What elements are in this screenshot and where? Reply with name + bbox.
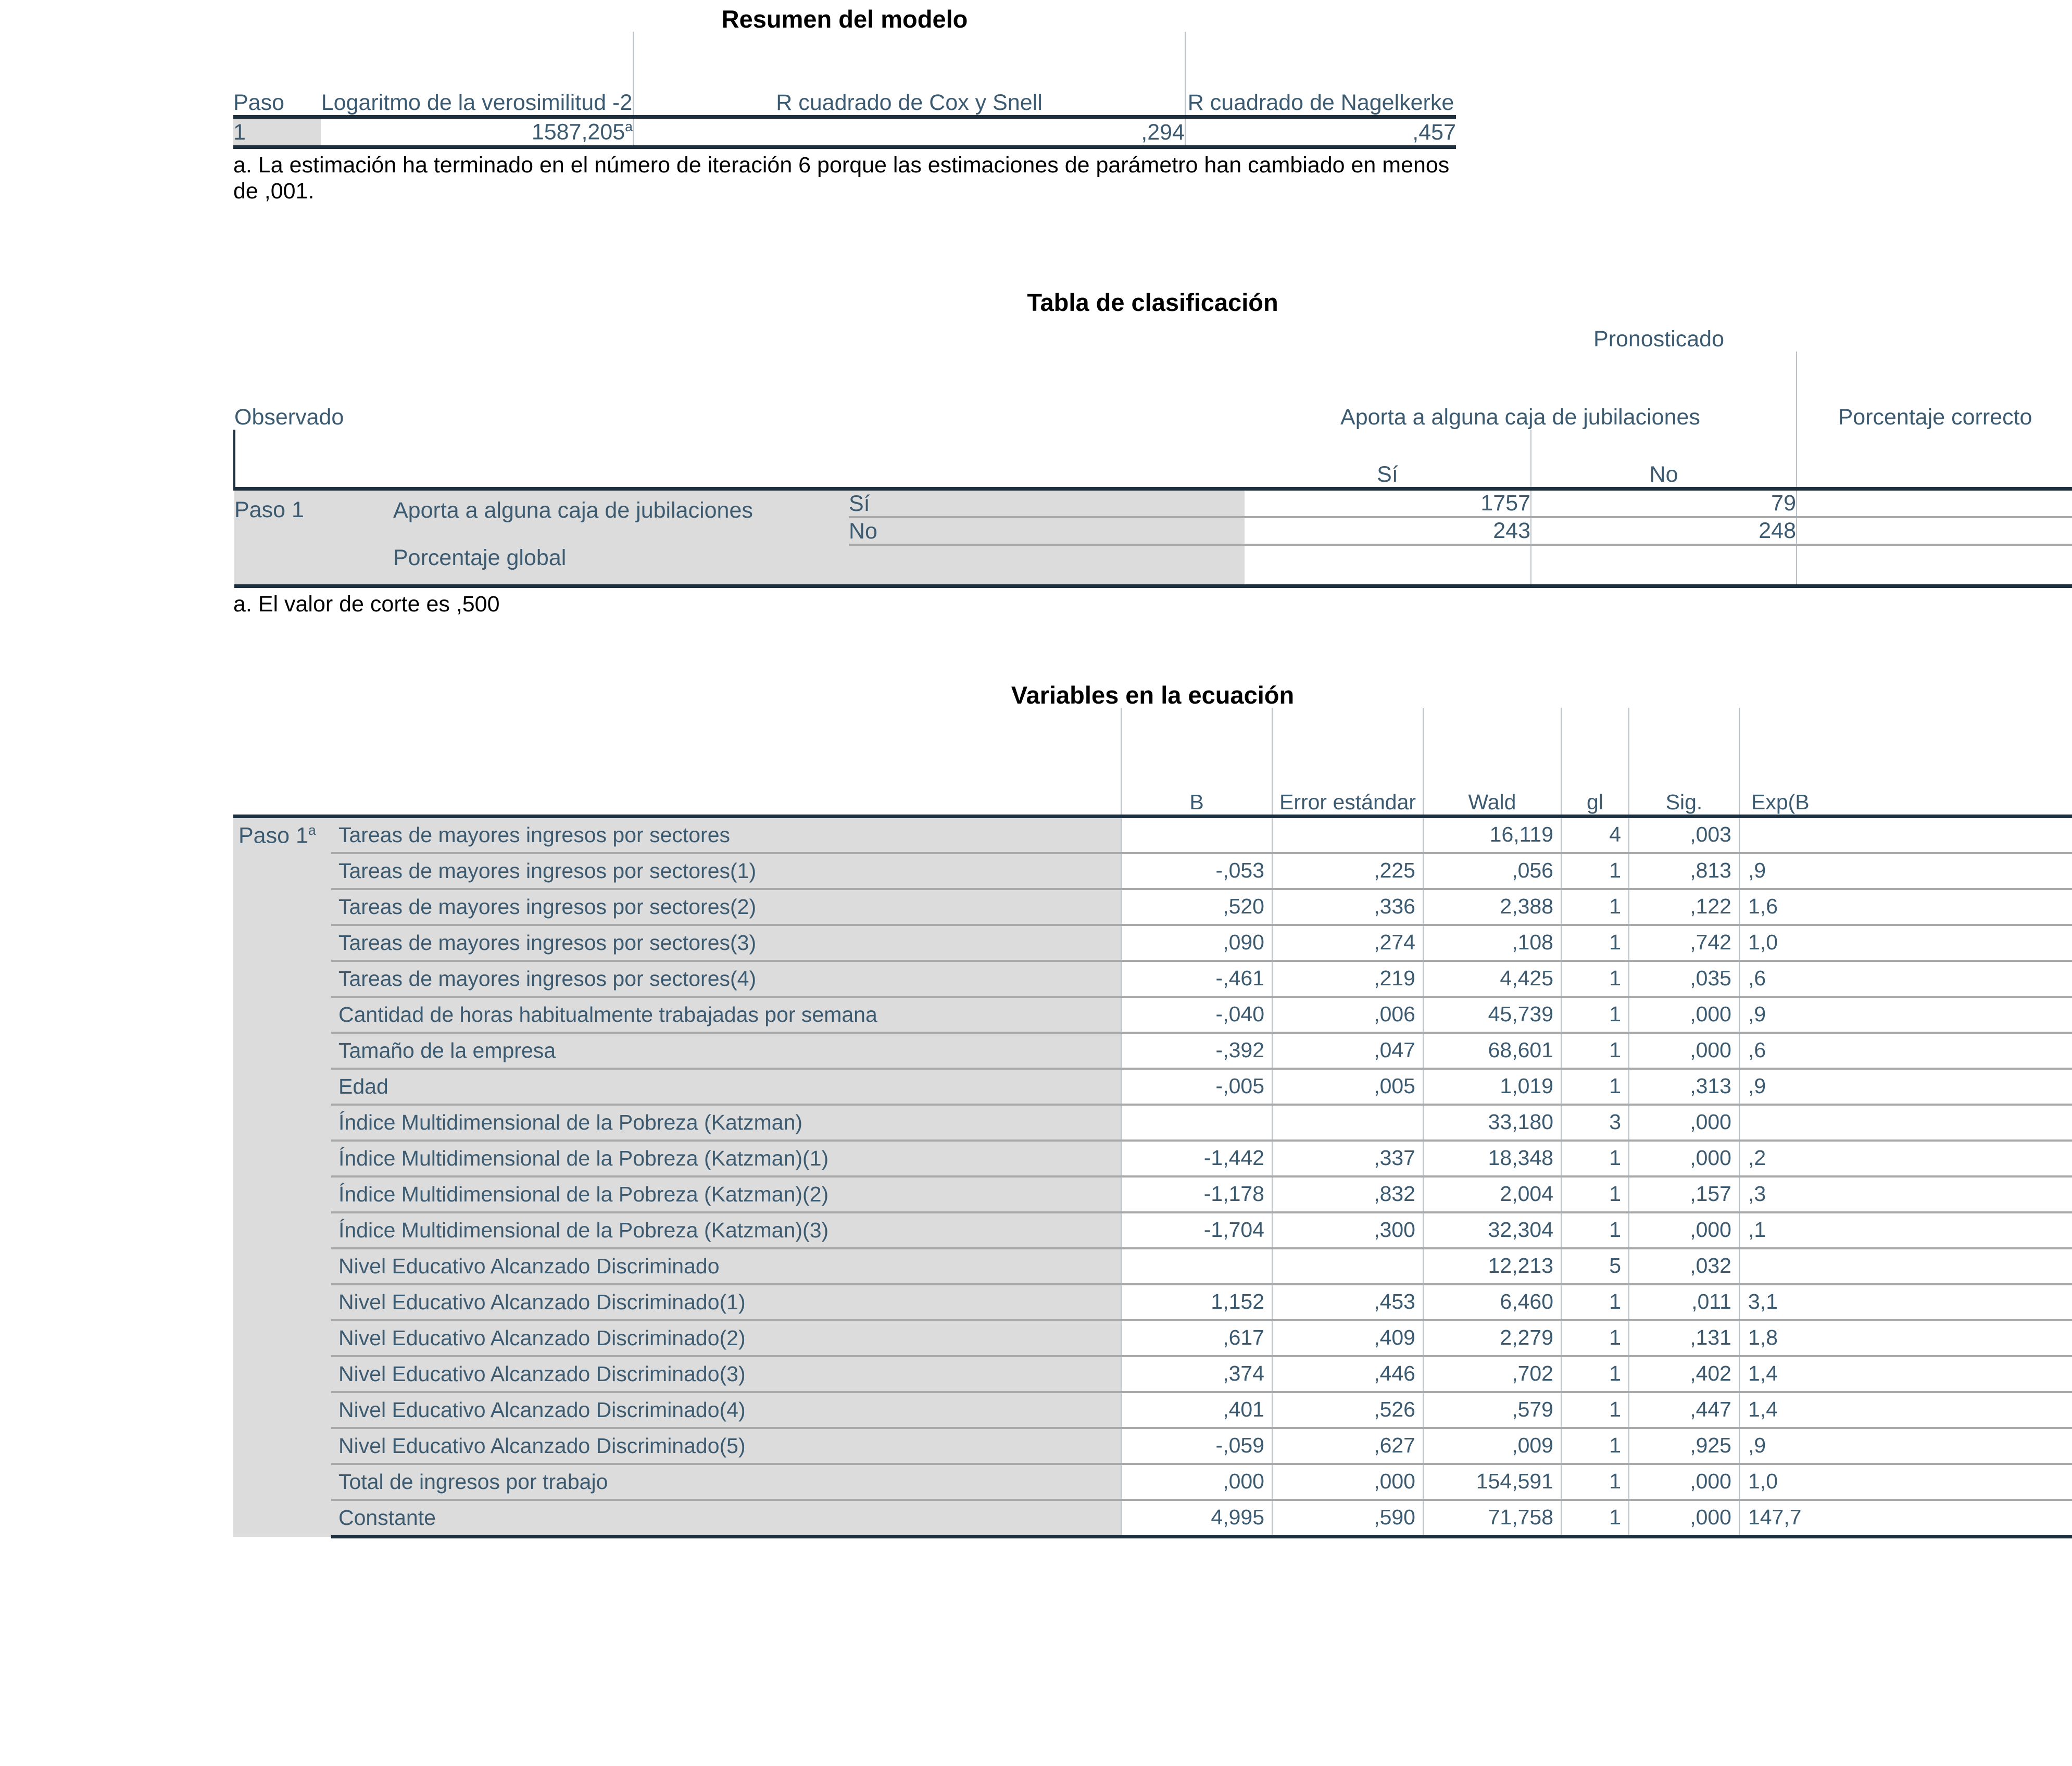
col-header-blank-variable bbox=[331, 708, 1121, 817]
cell-wald: ,009 bbox=[1423, 1428, 1561, 1464]
cell-wald: ,579 bbox=[1423, 1392, 1561, 1428]
table-row bbox=[233, 925, 2072, 961]
cell-se bbox=[1272, 1105, 1423, 1141]
cell-se: ,627 bbox=[1272, 1428, 1423, 1464]
cell-b: 4,995 bbox=[1121, 1500, 1272, 1537]
footnote-marker-a: a bbox=[625, 119, 633, 135]
cell-gl: 1 bbox=[1561, 1392, 1629, 1428]
row-label-variable: Tamaño de la empresa bbox=[331, 1033, 1121, 1069]
cell-sig: ,000 bbox=[1629, 1212, 1739, 1248]
variables-in-equation-block bbox=[233, 682, 2072, 1538]
cell-gl: 1 bbox=[1561, 1284, 1629, 1320]
cell-gl: 1 bbox=[1561, 1212, 1629, 1248]
row-label-category-si: Sí bbox=[849, 489, 1245, 518]
cell-sig: ,000 bbox=[1629, 1105, 1739, 1141]
cell-cox-snell: ,294 bbox=[633, 117, 1185, 147]
cell-sig: ,035 bbox=[1629, 961, 1739, 997]
cell-wald: 33,180 bbox=[1423, 1105, 1561, 1141]
row-label-variable: Tareas de mayores ingresos por sectores bbox=[331, 817, 1121, 854]
cell-exp-b: ,9 bbox=[1739, 853, 2072, 889]
cell-se: ,005 bbox=[1272, 1069, 1423, 1105]
col-header-loglikelihood: Logaritmo de la verosimilitud -2 bbox=[321, 32, 633, 117]
cell-exp-b: ,2 bbox=[1739, 1141, 2072, 1176]
table-row bbox=[233, 961, 2072, 997]
cell-se: ,590 bbox=[1272, 1500, 1423, 1537]
cell-wald: 154,591 bbox=[1423, 1464, 1561, 1500]
cell-exp-b: ,1 bbox=[1739, 1212, 2072, 1248]
cell-se: ,047 bbox=[1272, 1033, 1423, 1069]
cell-si-pct bbox=[1797, 489, 2072, 518]
cell-gl: 1 bbox=[1561, 925, 1629, 961]
cell-gl: 1 bbox=[1561, 1069, 1629, 1105]
col-header-error-estandar: Error estándar bbox=[1272, 708, 1423, 817]
table-row bbox=[233, 853, 2072, 889]
cell-b: -,392 bbox=[1121, 1033, 1272, 1069]
cell-se: ,225 bbox=[1272, 853, 1423, 889]
cell-sig: ,813 bbox=[1629, 853, 1739, 889]
cell-global-si bbox=[1245, 545, 1531, 586]
cell-se: ,300 bbox=[1272, 1212, 1423, 1248]
cell-exp-b: 1,0 bbox=[1739, 925, 2072, 961]
cell-nagelkerke: ,457 bbox=[1185, 117, 1456, 147]
row-label-variable: Total de ingresos por trabajo bbox=[331, 1464, 1121, 1500]
classification-table-block bbox=[233, 290, 2072, 617]
table-row bbox=[233, 1033, 2072, 1069]
row-label-variable: Índice Multidimensional de la Pobreza (Katzman)(1) bbox=[331, 1141, 1121, 1176]
cell-gl: 1 bbox=[1561, 997, 1629, 1033]
cell-wald: 2,279 bbox=[1423, 1320, 1561, 1356]
col-header-exp-b: Exp(B bbox=[1739, 708, 2072, 817]
cell-global-pct bbox=[1797, 545, 2072, 586]
cell-exp-b: 1,0 bbox=[1739, 1464, 2072, 1500]
table-row bbox=[233, 1392, 2072, 1428]
spacer-cell bbox=[849, 430, 1245, 489]
cell-sig: ,011 bbox=[1629, 1284, 1739, 1320]
table-row bbox=[233, 1464, 2072, 1500]
col-header-b: B bbox=[1121, 708, 1272, 817]
cell-b: ,000 bbox=[1121, 1464, 1272, 1500]
cell-gl: 1 bbox=[1561, 853, 1629, 889]
row-label-porcentaje-global: Porcentaje global bbox=[393, 545, 1245, 586]
cell-se: ,337 bbox=[1272, 1141, 1423, 1176]
row-label-variable: Nivel Educativo Alcanzado Discriminado bbox=[331, 1248, 1121, 1284]
col-header-no: No bbox=[1531, 430, 1797, 489]
variables-rows-body bbox=[233, 817, 2072, 1537]
classification-table-title: Tabla de clasificación bbox=[1027, 289, 1278, 316]
row-label-variable: Tareas de mayores ingresos por sectores(1) bbox=[331, 853, 1121, 889]
row-label-variable: Nivel Educativo Alcanzado Discriminado(4) bbox=[331, 1392, 1121, 1428]
cell-exp-b: 3,1 bbox=[1739, 1284, 2072, 1320]
cell-b: ,090 bbox=[1121, 925, 1272, 961]
cell-sig: ,032 bbox=[1629, 1248, 1739, 1284]
cell-b: ,520 bbox=[1121, 889, 1272, 925]
table-row bbox=[233, 1500, 2072, 1537]
model-summary-block bbox=[233, 6, 1456, 205]
table-row bbox=[233, 1105, 2072, 1141]
cell-b bbox=[1121, 1248, 1272, 1284]
cell-se: ,409 bbox=[1272, 1320, 1423, 1356]
cell-se: ,006 bbox=[1272, 997, 1423, 1033]
cell-sig: ,000 bbox=[1629, 1033, 1739, 1069]
row-label-variable: Constante bbox=[331, 1500, 1121, 1537]
cell-gl: 1 bbox=[1561, 1464, 1629, 1500]
spacer-cell bbox=[234, 315, 393, 352]
cell-b: -1,178 bbox=[1121, 1176, 1272, 1212]
cell-gl: 1 bbox=[1561, 1428, 1629, 1464]
cell-sig: ,313 bbox=[1629, 1069, 1739, 1105]
cell-wald: 2,388 bbox=[1423, 889, 1561, 925]
cell-gl: 1 bbox=[1561, 889, 1629, 925]
cell-wald: 2,004 bbox=[1423, 1176, 1561, 1212]
cell-exp-b: ,9 bbox=[1739, 1428, 2072, 1464]
cell-gl: 1 bbox=[1561, 1356, 1629, 1392]
cell-sig: ,000 bbox=[1629, 1500, 1739, 1537]
cell-sig: ,000 bbox=[1629, 1141, 1739, 1176]
col-header-wald: Wald bbox=[1423, 708, 1561, 817]
col-header-nagelkerke: R cuadrado de Nagelkerke bbox=[1187, 90, 1454, 116]
cell-exp-b: ,6 bbox=[1739, 1033, 2072, 1069]
cell-sig: ,157 bbox=[1629, 1176, 1739, 1212]
cell-se: ,526 bbox=[1272, 1392, 1423, 1428]
row-label-paso1: Paso 1 bbox=[234, 489, 393, 545]
col-header-sig: Sig. bbox=[1629, 708, 1739, 817]
cell-b: -,005 bbox=[1121, 1069, 1272, 1105]
cell-sig: ,000 bbox=[1629, 1464, 1739, 1500]
cell-exp-b bbox=[1739, 817, 2072, 854]
spacer-cell bbox=[393, 430, 849, 489]
cell-sig: ,122 bbox=[1629, 889, 1739, 925]
table-row bbox=[233, 117, 1456, 147]
cell-b: -1,704 bbox=[1121, 1212, 1272, 1248]
spacer-cell bbox=[849, 315, 1245, 352]
classification-table bbox=[233, 315, 2072, 587]
table-row bbox=[233, 1069, 2072, 1105]
cell-wald: 71,758 bbox=[1423, 1500, 1561, 1537]
row-label-variable: Índice Multidimensional de la Pobreza (Katzman)(3) bbox=[331, 1212, 1121, 1248]
cell-sig: ,447 bbox=[1629, 1392, 1739, 1428]
table-row bbox=[233, 1320, 2072, 1356]
row-label-global-spacer bbox=[234, 545, 393, 586]
table-header-row bbox=[234, 352, 2072, 430]
cell-exp-b: 1,8 bbox=[1739, 1320, 2072, 1356]
table-row bbox=[233, 889, 2072, 925]
cell-wald: 45,739 bbox=[1423, 997, 1561, 1033]
cell-si-si: 1757 bbox=[1245, 489, 1531, 518]
col-header-si: Sí bbox=[1377, 462, 1398, 487]
cell-no-no: 248 bbox=[1531, 517, 1797, 545]
classification-table-footnote: a. El valor de corte es ,500 bbox=[233, 591, 500, 617]
cell-wald: ,108 bbox=[1423, 925, 1561, 961]
variables-in-equation-title: Variables en la ecuación bbox=[1011, 681, 1295, 709]
col-header-pct-blank bbox=[1797, 430, 2072, 489]
cell-exp-b: 1,6 bbox=[1739, 889, 2072, 925]
cell-exp-b bbox=[1739, 1248, 2072, 1284]
table-header-row bbox=[233, 32, 1456, 117]
cell-sig: ,742 bbox=[1629, 925, 1739, 961]
cell-gl: 3 bbox=[1561, 1105, 1629, 1141]
cell-wald: 16,119 bbox=[1423, 817, 1561, 854]
col-header-predicted-group: Aporta a alguna caja de jubilaciones bbox=[1340, 405, 1700, 430]
cell-se: ,832 bbox=[1272, 1176, 1423, 1212]
row-label-variable: Nivel Educativo Alcanzado Discriminado(1) bbox=[331, 1284, 1121, 1320]
cell-b bbox=[1121, 817, 1272, 854]
variables-in-equation-table bbox=[233, 708, 2072, 1538]
cell-sig: ,131 bbox=[1629, 1320, 1739, 1356]
cell-wald: 32,304 bbox=[1423, 1212, 1561, 1248]
cell-se: ,274 bbox=[1272, 925, 1423, 961]
cell-no-si: 243 bbox=[1245, 517, 1531, 545]
cell-exp-b bbox=[1739, 1105, 2072, 1141]
cell-b bbox=[1121, 1105, 1272, 1141]
spacer-cell bbox=[393, 315, 849, 352]
cell-wald: 6,460 bbox=[1423, 1284, 1561, 1320]
cell-b: ,374 bbox=[1121, 1356, 1272, 1392]
cell-exp-b: ,9 bbox=[1739, 1069, 2072, 1105]
cell-b: -,461 bbox=[1121, 961, 1272, 997]
cell-wald: 12,213 bbox=[1423, 1248, 1561, 1284]
cell-se bbox=[1272, 817, 1423, 854]
row-label-variable: Tareas de mayores ingresos por sectores(2) bbox=[331, 889, 1121, 925]
table-row bbox=[233, 997, 2072, 1033]
table-row bbox=[233, 1248, 2072, 1284]
row-label-variable: Tareas de mayores ingresos por sectores(3) bbox=[331, 925, 1121, 961]
row-label-variable: Índice Multidimensional de la Pobreza (Katzman) bbox=[331, 1105, 1121, 1141]
cell-wald: 4,425 bbox=[1423, 961, 1561, 997]
cell-exp-b: ,3 bbox=[1739, 1176, 2072, 1212]
cell-exp-b: ,6 bbox=[1739, 961, 2072, 997]
row-label-category-no: No bbox=[849, 517, 1245, 545]
cell-exp-b: ,9 bbox=[1739, 997, 2072, 1033]
row-label-paso bbox=[233, 817, 331, 1537]
cell-wald: ,702 bbox=[1423, 1356, 1561, 1392]
table-superheader-row bbox=[234, 315, 2072, 352]
cell-b: -,059 bbox=[1121, 1428, 1272, 1464]
cell-b: ,617 bbox=[1121, 1320, 1272, 1356]
table-row bbox=[233, 1356, 2072, 1392]
cell-gl: 1 bbox=[1561, 1033, 1629, 1069]
cell-se: ,219 bbox=[1272, 961, 1423, 997]
row-label-variable: Edad bbox=[331, 1069, 1121, 1105]
cell-se bbox=[1272, 1248, 1423, 1284]
cell-b: -,040 bbox=[1121, 997, 1272, 1033]
col-header-porcentaje-correcto: Porcentaje correcto bbox=[1797, 352, 2072, 430]
col-header-gl: gl bbox=[1561, 708, 1629, 817]
cell-loglikelihood-value: 1587,205 bbox=[531, 119, 625, 145]
row-label-variable: Tareas de mayores ingresos por sectores(4) bbox=[331, 961, 1121, 997]
cell-sig: ,003 bbox=[1629, 817, 1739, 854]
cell-no-pct bbox=[1797, 517, 2072, 545]
cell-gl: 1 bbox=[1561, 1500, 1629, 1537]
model-summary-table bbox=[233, 32, 1456, 148]
cell-exp-b: 1,4 bbox=[1739, 1392, 2072, 1428]
table-row bbox=[233, 1212, 2072, 1248]
row-label-paso-text: Paso 1 bbox=[238, 823, 308, 848]
cell-global-no bbox=[1531, 545, 1797, 586]
col-header-cox-snell: R cuadrado de Cox y Snell bbox=[633, 32, 1185, 117]
row-label-variable: Nivel Educativo Alcanzado Discriminado(3) bbox=[331, 1356, 1121, 1392]
spacer-cell bbox=[849, 352, 1245, 430]
cell-se: ,453 bbox=[1272, 1284, 1423, 1320]
row-label-variable: Índice Multidimensional de la Pobreza (Katzman)(2) bbox=[331, 1176, 1121, 1212]
table-row bbox=[233, 817, 2072, 854]
cell-exp-b: 1,4 bbox=[1739, 1356, 2072, 1392]
cell-wald: 68,601 bbox=[1423, 1033, 1561, 1069]
table-subheader-row bbox=[234, 430, 2072, 489]
col-header-observado: Observado bbox=[234, 405, 344, 430]
row-label-variable: Cantidad de horas habitualmente trabajadas por semana bbox=[331, 997, 1121, 1033]
row-label-variable: Nivel Educativo Alcanzado Discriminado(2) bbox=[331, 1320, 1121, 1356]
table-row bbox=[234, 545, 2072, 586]
table-row bbox=[233, 1428, 2072, 1464]
cell-b: 1,152 bbox=[1121, 1284, 1272, 1320]
model-summary-title: Resumen del modelo bbox=[721, 5, 968, 33]
cell-gl: 1 bbox=[1561, 1176, 1629, 1212]
cell-loglikelihood bbox=[321, 117, 633, 147]
footnote-marker-a: a bbox=[308, 822, 316, 838]
row-label-step: 1 bbox=[233, 117, 321, 147]
cell-gl: 1 bbox=[1561, 1320, 1629, 1356]
cell-se: ,000 bbox=[1272, 1464, 1423, 1500]
col-header-blank-step bbox=[233, 708, 331, 817]
table-row bbox=[234, 489, 2072, 518]
col-header-paso: Paso bbox=[233, 90, 285, 116]
cell-se: ,336 bbox=[1272, 889, 1423, 925]
cell-wald: 18,348 bbox=[1423, 1141, 1561, 1176]
cell-wald: 1,019 bbox=[1423, 1069, 1561, 1105]
cell-se: ,446 bbox=[1272, 1356, 1423, 1392]
col-header-pronosticado: Pronosticado bbox=[1593, 327, 1725, 352]
table-row bbox=[233, 1284, 2072, 1320]
model-summary-footnote: a. La estimación ha terminado en el número de iteración 6 porque las estimaciones de parámetro han cambiado en menos de ,001. bbox=[233, 152, 1450, 204]
cell-gl: 1 bbox=[1561, 1141, 1629, 1176]
cell-exp-b: 147,7 bbox=[1739, 1500, 2072, 1537]
row-label-group: Aporta a alguna caja de jubilaciones bbox=[393, 489, 849, 545]
cell-gl: 4 bbox=[1561, 817, 1629, 854]
cell-sig: ,000 bbox=[1629, 997, 1739, 1033]
cell-wald: ,056 bbox=[1423, 853, 1561, 889]
subheader-spacer-left bbox=[234, 430, 393, 489]
cell-b: ,401 bbox=[1121, 1392, 1272, 1428]
table-row bbox=[233, 1176, 2072, 1212]
cell-sig: ,925 bbox=[1629, 1428, 1739, 1464]
cell-gl: 5 bbox=[1561, 1248, 1629, 1284]
table-row bbox=[233, 1141, 2072, 1176]
cell-sig: ,402 bbox=[1629, 1356, 1739, 1392]
cell-b: -,053 bbox=[1121, 853, 1272, 889]
cell-si-no: 79 bbox=[1531, 489, 1797, 518]
cell-b: -1,442 bbox=[1121, 1141, 1272, 1176]
table-header-row bbox=[233, 708, 2072, 817]
row-label-variable: Nivel Educativo Alcanzado Discriminado(5) bbox=[331, 1428, 1121, 1464]
cell-gl: 1 bbox=[1561, 961, 1629, 997]
